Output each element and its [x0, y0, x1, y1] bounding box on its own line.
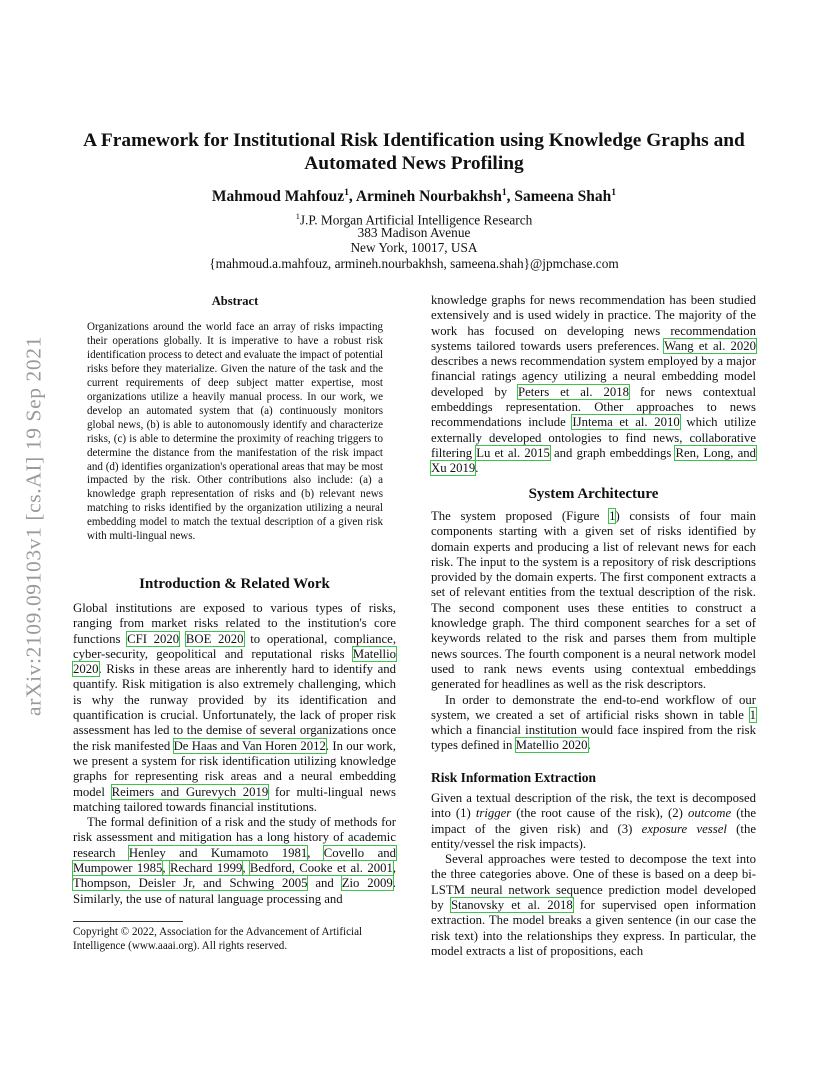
citation-link[interactable]: Bedford, Cooke et al. 2001	[249, 861, 393, 876]
related-work-continued	[431, 293, 756, 477]
author-list	[70, 187, 758, 206]
citation-link[interactable]: Peters et al. 2018	[518, 384, 630, 399]
citation-link[interactable]: BOE 2020	[185, 631, 244, 646]
author-name: Mahmoud Mahfouz	[211, 188, 345, 206]
copyright-footnote: Copyright © 2022, Association for the Advancement of Artificial Intelligence (www.aaai.org). All rights reserved.	[73, 926, 363, 952]
related-work-paragraph: knowledge graphs for news recommendation has been studied extensively and is used widely in practice. The majority of the work has focused on developing news recommendation systems tailored towards users preferences. Wang et al. 2020 describes a news recommendation system employed by a major financial ratings agency utilizing a neural embedding model developed by Peters et al. 2018 for news contextual embeddings representation. Other approaches to news recommendations include IJntema et al. 2010 which utilize externally developed ontologies to find news, collaborative filtering Lu et al. 2015 and graph embeddings Ren, Long, and Xu 2019.	[431, 293, 757, 476]
citation-link[interactable]: Ren, Long, and Xu 2019	[431, 445, 756, 476]
abstract-text: Organizations around the world face an array of risks impacting their operations globally. It is imperative to have a robust risk identification process to detect and evaluate the impact of potential risks before they materialize. Given the nature of the task and the current requirements of deep subject matter expertise, most organizations utilize a heavily manual process. In our work, we develop an automated system that (a) continuously monitors global news, (b) is able to autonomously identify and characterize risks, (c) is able to determine the proximity of reaching triggers to determine the distance from the manifestation of the risk impact and (d) identifies organization's operational areas that may be most impacted by the risk. Other contributions also include: (a) a knowledge graph representation of risks and (b) relevant news matching to risks identified by the organization utilizing a neural embedding model to match the textual description of a given risk with multi-lingual news.	[87, 321, 384, 543]
intro-paragraph-1: Global institutions are exposed to various types of risks, ranging from market risks related to the institution's core functions CFI 2020 BOE 2020 to operational, compliance, cyber-security, geopolitical and reputational risks Matellio 2020. Risks in these areas are inherently hard to identify and quantify. Risk mitigation is also extremely challenging, which is why the runway provided by its identification and quantification is crucial. Unfortunately, the lack of proper risk assessment has led to the demise of several organizations once the risk manifested De Haas and Van Horen 2012. In our work, we present a system for risk identification utilizing knowledge graphs for representing risk areas and a neural embedding model Reimers and Gurevych 2019 for multi-lingual news matching tailored towards financial institutions.	[73, 601, 397, 814]
affiliation-mark: 1	[611, 187, 617, 198]
author-name: Sameena Shah	[514, 188, 612, 206]
citation-link[interactable]: Covello and Mumpower 1985	[73, 845, 396, 876]
affiliation-mark: 1	[501, 187, 507, 198]
risk-extraction-heading: Risk Information Extraction	[431, 770, 596, 785]
rie-paragraph-2: Several approaches were tested to decompose the text into the three categories above. One of these is based on a deep bi-LSTM neural network sequence prediction model developed by Stanovsky et al. 2018 for supervised open information extraction. The model breaks a given sentence (in our case the risk text) into the relationships they express. In particular, the model extracts a list of propositions, each	[431, 852, 756, 958]
sysarch-paragraph-2: In order to demonstrate the end-to-end workflow of our system, we created a set of artificial risks shown in table 1 which a financial institution would face inspired from the risk types defined in Matellio 2020.	[431, 692, 756, 753]
citation-link[interactable]: CFI 2020	[127, 631, 180, 646]
abstract-heading: Abstract	[211, 294, 259, 308]
affiliation-street: 383 Madison Avenue	[357, 225, 471, 240]
citation-link[interactable]: Rechard 1999	[169, 861, 243, 876]
arxiv-identifier	[14, 296, 54, 756]
intro-paragraph-2: The formal definition of a risk and the study of methods for risk assessment and mitigation has a long history of academic research Henley and Kumamoto 1981, Covello and Mumpower 1985, Rechard 1999, Bedford, Cooke et al. 2001, Thompson, Deisler Jr, and Schwing 2005 and Zio 2009. Similarly, the use of natural language processing and	[73, 815, 397, 906]
author-name: Armineh Nourbakhsh	[355, 188, 502, 206]
citation-link[interactable]: IJntema et al. 2010	[572, 415, 680, 430]
citation-link[interactable]: Matellio 2020	[73, 646, 396, 677]
system-architecture-body	[431, 509, 756, 754]
table-link[interactable]: 1	[749, 707, 756, 722]
citation-link[interactable]: Wang et al. 2020	[664, 338, 757, 353]
citation-link[interactable]: Lu et al. 2015	[476, 445, 550, 460]
citation-link[interactable]: Thompson, Deisler Jr, and Schwing 2005	[73, 876, 308, 891]
intro-heading: Introduction & Related Work	[139, 576, 330, 592]
arxiv-id-text: arXiv:2109.09103v1 [cs.AI] 19 Sep 2021	[21, 336, 46, 716]
risk-extraction-body	[431, 791, 756, 959]
title-line-1: A Framework for Institutional Risk Identification using Knowledge Graphs and	[83, 130, 745, 151]
citation-link[interactable]: Reimers and Gurevych 2019	[111, 784, 269, 799]
author-separator: ,	[506, 188, 515, 206]
citation-link[interactable]: Zio 2009	[341, 876, 393, 891]
rie-paragraph-1: Given a textual description of the risk, the text is decomposed into (1) trigger (the root cause of the risk), (2) outcome (the impact of the given risk) and (3) exposure vessel (the entity/vessel the risk impacts).	[431, 791, 757, 851]
org-name: J.P. Morgan Artificial Intelligence Research	[299, 212, 533, 228]
citation-link[interactable]: De Haas and Van Horen 2012	[173, 738, 326, 753]
intro-body	[73, 601, 396, 907]
figure-link[interactable]: 1	[609, 509, 616, 523]
author-emails: {mahmoud.a.mahfouz, armineh.nourbakhsh, sameena.shah}@jpmchase.com	[209, 256, 619, 271]
footnote-rule	[73, 921, 183, 922]
title-line-2: Automated News Profiling	[304, 153, 524, 174]
paper-title	[70, 129, 758, 175]
affiliation-city: New York, 10017, USA	[350, 240, 478, 255]
author-separator: ,	[348, 188, 356, 206]
citation-link[interactable]: Matellio 2020	[515, 738, 588, 753]
affiliation-mark: 1	[295, 212, 300, 221]
system-architecture-heading: System Architecture	[528, 486, 659, 502]
affiliation-mark: 1	[344, 187, 349, 198]
citation-link[interactable]: Stanovsky et al. 2018	[450, 898, 573, 913]
sysarch-paragraph-1: The system proposed (Figure 1) consists of four main components starting with a given set of risks identified by domain experts and producing a list of relevant news for each risk. The input to the system is a repository of risk descriptions provided by the domain experts. The first component extracts a set of relevant entities from the textual description of the risk. The second component uses these entities to construct a knowledge graph. The third component searches for a set of keywords related to the risk and parses them from multiple news sources. The fourth component is a neural network model used to rank news events using contextual embeddings generated for headlines as well as the risk descriptors.	[431, 509, 756, 692]
citation-link[interactable]: Henley and Kumamoto 1981	[128, 845, 308, 860]
